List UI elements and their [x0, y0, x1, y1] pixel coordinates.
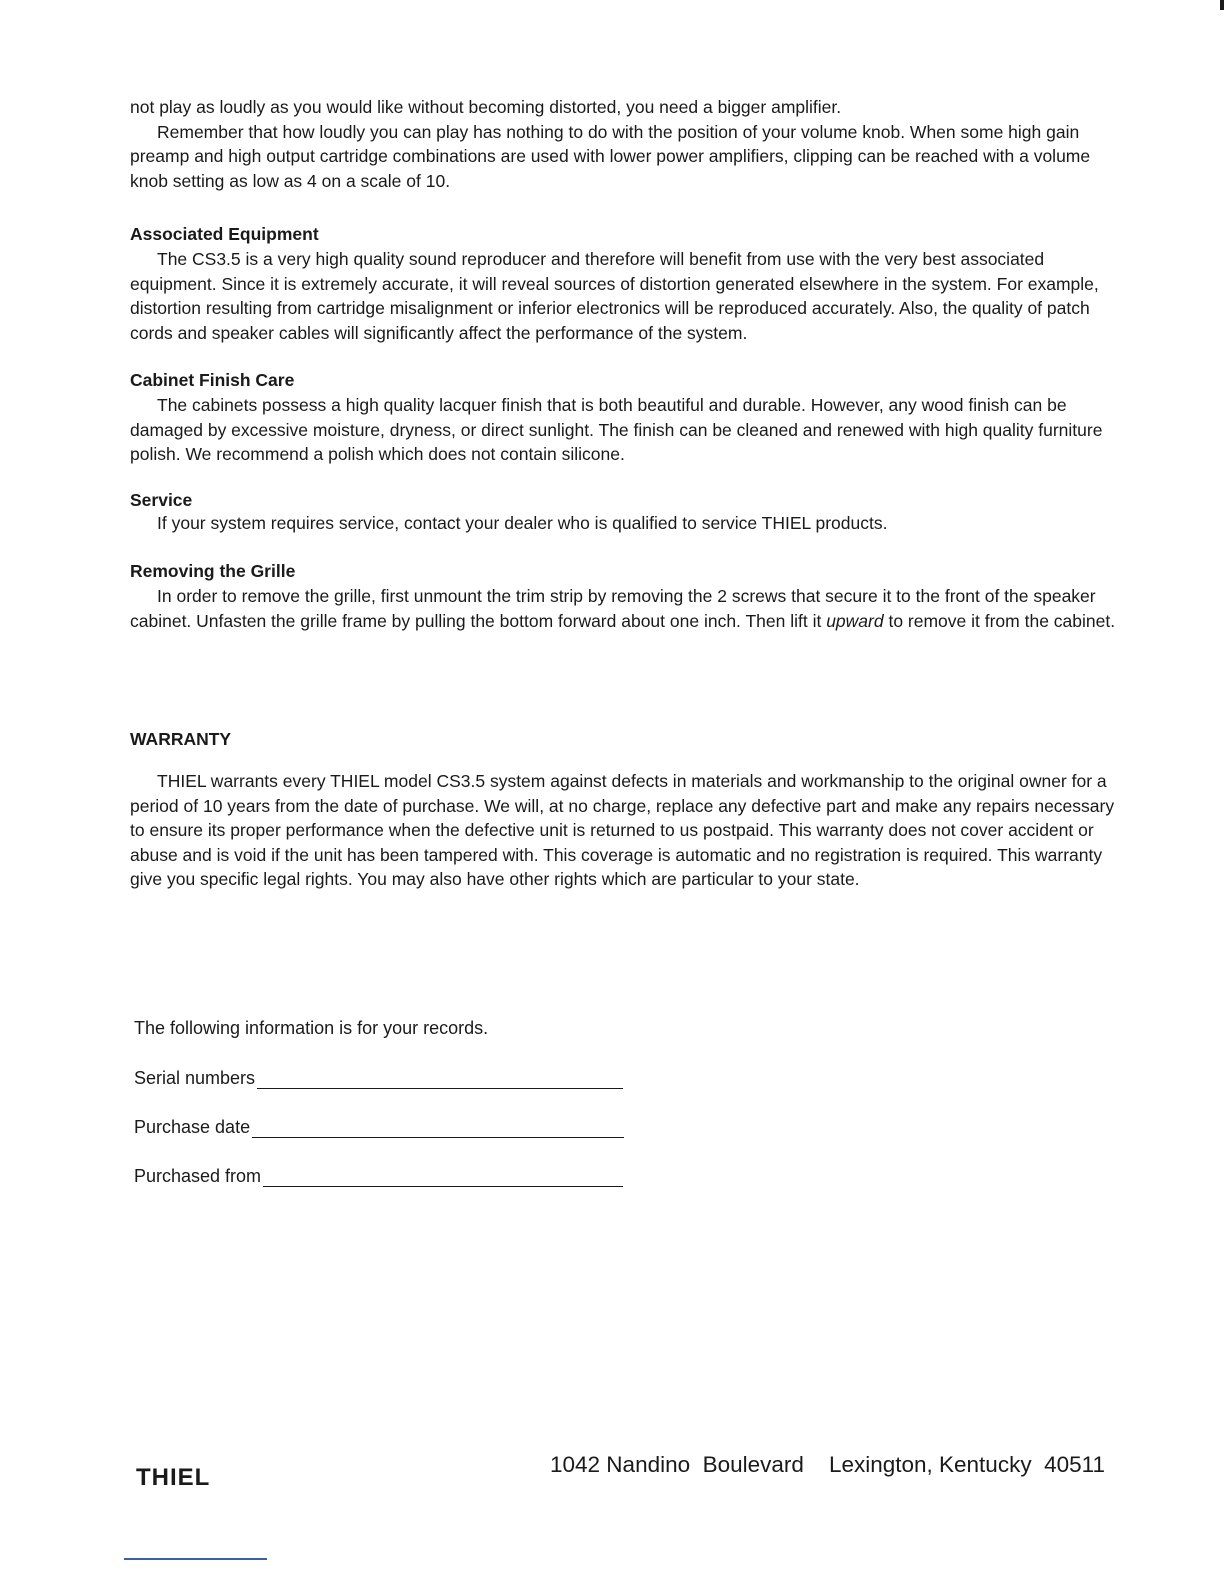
purchase-date-row	[134, 1117, 624, 1138]
grille-body	[130, 584, 1130, 633]
footer-address: 1042 Nandino Boulevard Lexington, Kentucky 40511	[550, 1452, 1105, 1477]
footer-brand-logo: THIEL	[136, 1464, 211, 1491]
associated-equipment-heading: Associated Equipment	[130, 224, 319, 244]
warranty-heading: WARRANTY	[130, 729, 232, 749]
purchased-from-blank[interactable]	[263, 1170, 623, 1187]
serial-numbers-row	[134, 1068, 623, 1089]
serial-numbers-label: Serial numbers	[134, 1068, 256, 1088]
grille-text-before: In order to remove the grille, first unmount the trim strip by removing the 2 screws that secure it to the front of the speaker cabinet. Unfasten the grille frame by pulling the bottom forward about one inch. Then lift it	[130, 586, 1096, 631]
service-heading: Service	[130, 490, 193, 510]
serial-numbers-blank[interactable]	[257, 1072, 623, 1089]
intro-section	[130, 95, 1130, 193]
purchased-from-label: Purchased from	[134, 1166, 262, 1186]
associated-equipment-paragraph: The CS3.5 is a very high quality sound reproducer and therefore will benefit from use with the very best associated equipment. Since it is extremely accurate, it will reveal sources of distortion generated elsewhere in the system. For example, distortion resulting from cartridge misalignment or inferior electronics will be reproduced accurately. Also, the quality of patch cords and speaker cables will significantly affect the performance of the system.	[130, 249, 1099, 343]
records-intro-text: The following information is for your records.	[134, 1018, 489, 1038]
purchase-date-label: Purchase date	[134, 1117, 251, 1137]
service-body	[130, 511, 1130, 536]
cabinet-finish-body	[130, 393, 1130, 467]
intro-paragraph-1: not play as loudly as you would like without becoming distorted, you need a bigger amplifier.	[130, 97, 842, 117]
grille-text-after: to remove it from the cabinet.	[883, 610, 1116, 631]
service-paragraph: If your system requires service, contact your dealer who is qualified to service THIEL products.	[157, 513, 888, 533]
associated-equipment-body	[130, 247, 1130, 345]
cabinet-finish-heading: Cabinet Finish Care	[130, 370, 295, 390]
cabinet-finish-paragraph: The cabinets possess a high quality lacquer finish that is both beautiful and durable. However, any wood finish can be damaged by excessive moisture, dryness, or direct sunlight. The finish can be cleaned and renewed with high quality furniture polish. We recommend a polish which does not contain silicone.	[130, 395, 1103, 464]
warranty-paragraph: THIEL warrants every THIEL model CS3.5 system against defects in materials and workmanship to the original owner for a period of 10 years from the date of purchase. We will, at no charge, replace any defective part and make any repairs necessary to ensure its proper performance when the defective unit is returned to us postpaid. This warranty does not cover accident or abuse and is void if the unit has been tampered with. This coverage is automatic and no registration is required. This warranty give you specific legal rights. You may also have other rights which are particular to your state.	[130, 771, 1115, 889]
warranty-body	[130, 769, 1130, 892]
purchase-date-blank[interactable]	[252, 1121, 624, 1138]
grille-heading: Removing the Grille	[130, 561, 296, 581]
records-intro	[134, 1018, 488, 1039]
grille-text-emphasis: upward	[826, 610, 884, 631]
bottom-rule	[124, 1558, 267, 1560]
intro-paragraph-2: Remember that how loudly you can play has nothing to do with the position of your volume knob. When some high gain preamp and high output cartridge combinations are used with lower power amplifiers, clipping can be reached with a volume knob setting as low as 4 on a scale of 10.	[130, 121, 1091, 191]
edge-mark	[1220, 0, 1224, 10]
purchased-from-row	[134, 1166, 623, 1187]
grille-paragraph	[130, 584, 1130, 633]
